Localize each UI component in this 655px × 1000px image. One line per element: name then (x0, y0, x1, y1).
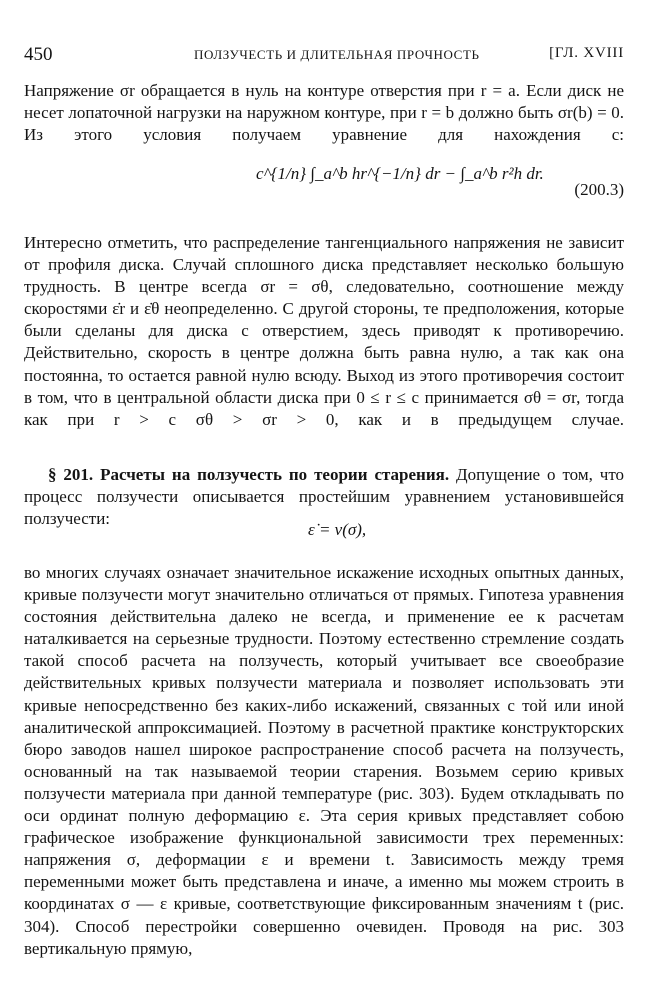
creep-equation: ε̇ = v(σ), (308, 520, 367, 539)
paragraph-3: во многих случаях означает значительное искажение исходных опытных данных, кривые ползучести могут значительно отличаться от прямых. Гипотеза уравнения состояния действительна далеко не всегда, и применение ее к расчетам наталкивается на серьезные трудности. Поэтому естественно стремление создать такой способ расчета на ползучесть, который учитывает все своеобразие действительных кривых ползучести материала и позволяет использовать эти кривые непосредственно без каких-либо искажений, связанных с той или иной аналитической аппроксимацией. Поэтому в расчетной практике конструкторских бюро заводов нашел широкое распространение способ расчета на ползучесть, основанный на так называемой теории старения. Возьмем серию кривых ползучести материала при данной температуре (рис. 303). Будем откладывать по оси ординат полную деформацию ε. Эта серия кривых представляет собою графическое изображение функциональной зависимости трех переменных: напряжения σ, деформации ε и времени t. Зависимость между тремя переменными может быть представлена и иначе, а именно мы можем строить в координатах σ — ε кривые, соответствующие фиксированным значениям t (рис. 304). Способ перестройки совершенно очевиден. Проводя на рис. 303 вертикальную прямую, (24, 563, 624, 958)
paragraph-2: Интересно отметить, что распределение тангенциального напряжения не зависит от профиля диска. Случай сплошного диска представляет несколько большую трудность. В центре всегда σr = σθ, следовательно, соотношение между скоростями ε̇r и ε̇θ неопределенно. С другой стороны, те предположения, которые были сделаны для диска с отверстием, здесь приводят к противоречию. Действительно, скорость в центре должна быть равна нулю, а так как она постоянна, то остается равной нулю всюду. Выход из этого противоречия состоит в том, что в центральной области диска при 0 ≤ r ≤ c принимается σθ = σr, тогда как при r > c σθ > σr > 0, как и в предыдущем случае. (24, 233, 624, 429)
page-number: 450 (24, 44, 53, 65)
equation-formula: c^{1/n} ∫_a^b hr^{−1/n} dr − ∫_a^b r²h dr. (256, 164, 544, 183)
section-number: § 201. (48, 465, 94, 484)
running-header (24, 44, 624, 66)
equation-200-3 (24, 164, 624, 224)
section-intro: Допущение о том, что процесс ползучести описывается простейшим уравнением установившейся ползучести: (24, 465, 625, 529)
section-title: Расчеты на ползучесть по теории старения. (100, 465, 450, 484)
equation-label: (200.3) (574, 180, 624, 199)
running-title: ПОЛЗУЧЕСТЬ И ДЛИТЕЛЬНАЯ ПРОЧНОСТЬ (194, 47, 480, 62)
paragraph-1: Напряжение σr обращается в нуль на контуре отверстия при r = a. Если диск не несет лопаточной нагрузки на наружном контуре, при r = b должно быть σr(b) = 0. Из этого условия получаем уравнение для нахождения c: (24, 81, 624, 145)
chapter-label: [ГЛ. XVIII (549, 45, 624, 61)
